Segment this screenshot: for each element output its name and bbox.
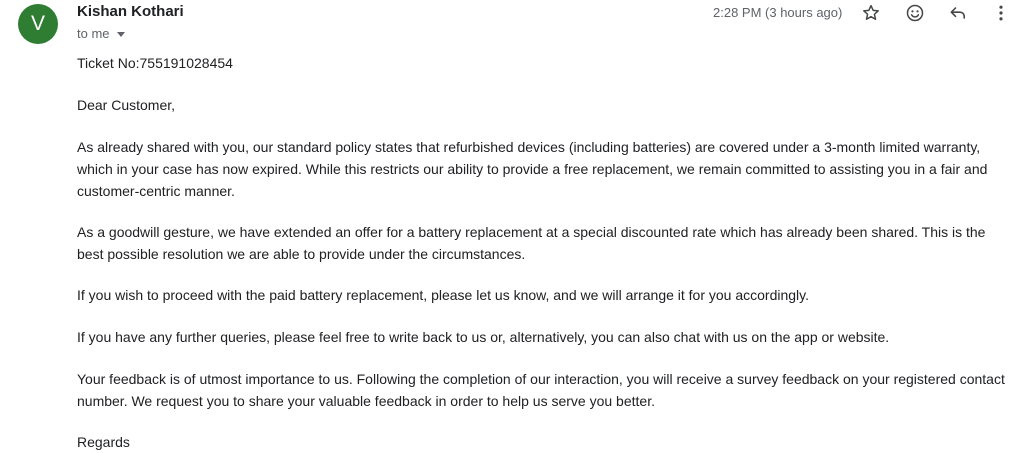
add-reaction-button[interactable]: [902, 0, 928, 26]
message-timestamp: 2:28 PM (3 hours ago): [713, 5, 843, 20]
closing: Regards: [77, 434, 130, 450]
greeting: Dear Customer,: [77, 97, 176, 113]
emoji-icon: [905, 3, 925, 23]
paragraph-feedback: Your feedback is of utmost importance to us. Following the completion of our interaction, you will receive a survey feedback on your registered contact number. We request you to share your valuable feedback in order to help us serve you better.: [77, 371, 1005, 409]
star-button[interactable]: [858, 0, 884, 26]
paragraph-goodwill-offer: As a goodwill gesture, we have extended an offer for a battery replacement at a special discounted rate which has already been shared. This is the best possible resolution we are able to provide under the circumstances.: [77, 224, 986, 262]
reply-button[interactable]: [945, 0, 971, 26]
paragraph-queries: If you have any further queries, please feel free to write back to us or, alternatively, you can also chat with us on the app or website.: [77, 329, 890, 345]
reply-icon: [948, 3, 968, 23]
star-icon: [861, 3, 881, 23]
more-options-button[interactable]: [988, 0, 1014, 26]
recipient-details-toggle[interactable]: [77, 26, 125, 41]
paragraph-proceed: If you wish to proceed with the paid battery replacement, please let us know, and we will arrange it for you accordingly.: [77, 287, 810, 303]
sender-name[interactable]: Kishan Kothari: [77, 3, 184, 20]
paragraph-warranty-policy: As already shared with you, our standard policy states that refurbished devices (including batteries) are covered under a 3-month limited warranty, which in your case has now expired. While this restricts our ability to provide a free replacement, we remain committed to assisting you in a fair and customer-centric manner.: [77, 139, 988, 199]
more-vert-icon: [991, 3, 1011, 23]
caret-down-icon: [117, 32, 125, 37]
recipient-label: to me: [77, 26, 110, 41]
ticket-number: Ticket No:755191028454: [77, 55, 233, 71]
sender-avatar[interactable]: V: [18, 4, 58, 44]
